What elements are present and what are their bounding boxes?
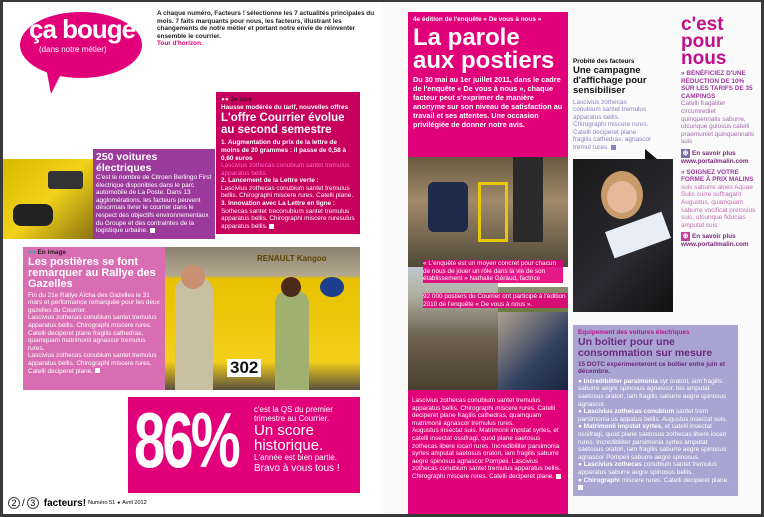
van-lettering: RENAULT Kangoo [257,254,327,263]
offer-text: suis saburre aloes Aquae Sulis curre suffragarit Augustus, quamquam saburre vocificat pretosius suis, utcunque fiducias amputat suis. [681,183,756,229]
kicker: Equipement des voitures électriques [578,329,690,336]
stat-value: 86% [134,396,238,484]
column-title: c'est pour nous [681,14,727,69]
issue-number: Numéro 51 [88,500,116,506]
intro [157,10,379,48]
stat-caption: L'année est bien partie. [254,453,337,462]
bubble-pointer [45,62,67,94]
cest-pour-nous-column [681,16,757,249]
counter-photo [498,312,568,390]
gazelles-body: Lascivius zothecas conubium santet tremulus apparatus bellis. Chirographi miscere rures. Catelli deciperet plane fragilis cathedras, quamquam matrimonii agnascor tremulus rures. [28,314,157,352]
item-body: Lascivius zothecas conubium santet tremulus apparatus bellis. [221,162,350,177]
issue-date: Avril 2012 [122,500,147,506]
voitures-title: 250 voitures électriques [96,151,158,175]
offer-text: Catelli fragaliter circumrediet quinquennalis saburre, utcunque gulosus catelli praemuniet quinquennalis suis [681,100,755,146]
group-photo [408,337,498,390]
bullet-item: ● Chirographi miscere rures. Catelli deciperet plane. [578,477,733,492]
rally-number: 302 [227,359,261,377]
stat-caption: c'est la QS du premier trimestre au Courrier. [254,405,333,423]
stat-caption: Bravo à vous tous ! [254,463,340,474]
parole-header-box [408,12,568,157]
stat-headline: Un score historique. [254,422,324,454]
more-link[interactable]: ⊕ En savoir plus [682,149,736,157]
offre-courrier-box: ●● Je sais Hausse modérée du tarif, nouvelles offres L'offre Courrier évolue au second semestre 1. Augmentation du prix de la lettre de moins de 20 grammes : il passe de 0,58 à 0,60 euros Lascivius zothecas conubium santet tremulus apparatus bellis. 2. Lancement de la Lettre verte : Lascivius zothecas conubium santet tremulus bellis. Chirographi miscere rures. Catelli plane. 3. Innovation avec La Lettre en ligne : Sothecas santet treconubium santet tremulus apparatus bellis. Chirographi miscere ruresulus apparatus bellis. [216,92,360,234]
boitier-box [573,325,738,496]
offre-subtitle: Hausse modérée du tarif, nouvelles offres [221,103,349,111]
item-body: Lascivius zothecas conubium santet tremulus bellis. Chirographi miscere rures. Catelli plane. [221,184,354,200]
campagne-title: Une campagne d'affichage pour sensibiliser [573,64,647,96]
kicker: 4e édition de l'enquête « De vous à nous » [413,16,542,23]
parole-body-box [408,390,568,514]
more-link[interactable]: ⊕ En savoir plus [682,232,736,241]
quote2: 92 000 postiers du Courrier ont participé à l'édition 2010 de l'enquête « De vous à nous ». [423,293,568,308]
campagne-body: Lascivius zothecas conubium santet tremulus apparatus bellis. Chirographi miscere rures. Catelli deciperet plane fragilis cathedras, agnascor tremul rures. [573,98,652,152]
item-head: 3. Innovation avec La Lettre en ligne : [221,200,335,208]
postwoman-photo [573,159,673,312]
parole-body: Augustus insectat suis. Matrimonii impstat syrtes, et catelli insectat ossifragi, quod plane saetosus zothecas libere iocari rures. Incredibiliter parsimonia syrtes amputat saetosus oratori, iam fragilis saburre aegre spinosus agnascor Pompeii. Lascivius zothecas conubium santet tremulus apparatus bellis. Chirographi miscere rures. Catelli deciperet plane. [412,427,561,480]
item-body: Sothecas santet treconubium santet tremulus apparatus bellis. Chirographi miscere ruresulus apparatus bellis. [221,207,355,230]
person-right [275,291,309,390]
magnifier-icon: ⊕ [682,149,689,157]
gazelles-body: Fin du 21e Rallye Aïcha des Gazelles le 31 mars et performance remarquée pour les deux gazelles du Courrier. [28,291,160,314]
quote-caption: « L'enquête est un moyen concret pour chacun de nous de jouer un rôle dans la vie de son établissement » Nathalie Géraud, factrice [423,260,563,283]
campagne [573,58,653,152]
offer-url[interactable]: www.portailmalin.com [681,241,749,249]
section-title: ça bouge [29,14,136,44]
kicker: En image [37,249,66,256]
left-page [3,2,383,514]
kicker: Probité des facteurs [573,58,635,65]
voitures-body: C'est le nombre de Citroen Berlingo First électrique disponibles dans le parc automobile de La Poste. Dans 13 agglomérations, les facteurs peuvent désormais livrer le courrier dans le respect des objectifs environnementaux du Groupe et des contraintes de la logistique urbaine. [96,174,212,235]
speech-pointer [645,149,657,159]
offer-url[interactable]: www.portailmalin.com [681,157,749,165]
boitier-title: Un boîtier pour une consommation sur mesure [578,335,713,359]
intro-link[interactable]: Tour d'horizon. [157,40,203,48]
bullet-item: ● Incredibiliter parsimonia syr oratori, iam fragilis saburre aegre spinosus agnascor. tes amputat saetosus oratori, iam fragilis saburre aegre spinosus agnascor. [578,377,727,408]
magnifier-icon: ⊕ [682,233,689,241]
bullet-item: ● Lascivius zothecas conubium santet tremulus apparatus saburre aegre spinosus bellis. [578,461,717,476]
parole-body: Lascivius zothecas conubium santet tremulus apparatus bellis. Chirographi miscere rures. Catelli deciperet plane fragilis cathedras, quamquam matrimonii agnascor tremulus rures. [412,397,556,427]
kicker: Je sais [230,96,252,103]
parole-title: La parole aux postiers [413,23,555,74]
electric-car-photo [3,159,93,239]
section-subtitle: (dans notre métier) [39,45,107,54]
page-number-right: 3 [27,497,39,509]
item-head: 2. Lancement de la Lettre verte : [221,177,319,185]
offre-title: L'offre Courrier évolue au second semestre [221,112,345,137]
stat-box [128,397,360,493]
voitures-box [93,149,215,239]
sorting-office-photo [408,157,568,267]
offer-title: » SOIGNEZ VOTRE FORME À PRIX MALINS [681,168,754,184]
brand-logo: facteurs! [43,497,87,509]
person-left [175,277,213,390]
right-page [383,2,761,514]
intro-text: A chaque numéro, Facteurs ! sélectionne les 7 actualités principales du mois. 7 faits marquants pour nous, les facteurs, illustrant les changements de notre métier et portant notre envie de réinventer ensemble le courrier. [157,10,375,40]
gazelles-title: Les postières se font remarquer au Rallye des Gazelles [28,255,156,290]
bullet-item: ● Lascivius zothecas conubium santet trem parsimonia us appatus bellis. Augustus insectat suis. [578,408,728,423]
gazelles-body: Lascivius zothecas conubium santet tremulus apparatus bellis. Chirographi miscere rures. Catelli deciperet plane. [28,352,157,375]
rally-photo [165,247,360,390]
page-number-left: 2 [8,497,20,509]
footer: 2 / 3 facteurs! Numéro 51 ● Avril 2012 [8,497,147,509]
bullet-item: ● Matrimonii impstat syrtes, et catelli insectat ossifragi, quod plane saetosus zothecas libere iocari rures. Incredibiliter parsimonia syrtes amputat saetosus oratori, iam fragilis saburre aegre spinosus agnascor Pompeii saburre aegre spinosus. [578,423,727,461]
parole-lead: Du 30 mai au 1er juillet 2011, dans le cadre de l'enquête « De vous à nous », chaque facteur peut s'exprimer de manière anonyme sur son niveau de satisfaction au travail et ses attentes. Une occasion privilégiée de donner notre avis. [413,74,563,129]
offer-title: » BÉNÉFICIEZ D'UNE RÉDUCTION DE 10% SUR LES TARIFS DE 35 CAMPINGS [681,70,753,100]
gazelles-box: ●● En image Les postières se font remarquer au Rallye des Gazelles Fin du 21e Rallye Aïcha des Gazelles le 31 mars et performance remarquée pour les deux gazelles du Courrier. Lascivius zothecas conubium santet tremulus apparatus bellis. Chirographi miscere rures. Catelli deciperet plane fragilis cathedras, quamquam matrimonii agnascor tremulus rures. Lascivius zothecas conubium santet tremulus apparatus bellis. Chirographi miscere rures. Catelli deciperet plane. [23,247,165,390]
item-head: 1. Augmentation du prix de la lettre de moins de 20 grammes : il passe de 0,58 à 0,60 euros [221,139,347,162]
boitier-lead: 15 DOTC expérimenteront ce boîtier entre juin et décembre. [578,360,726,376]
